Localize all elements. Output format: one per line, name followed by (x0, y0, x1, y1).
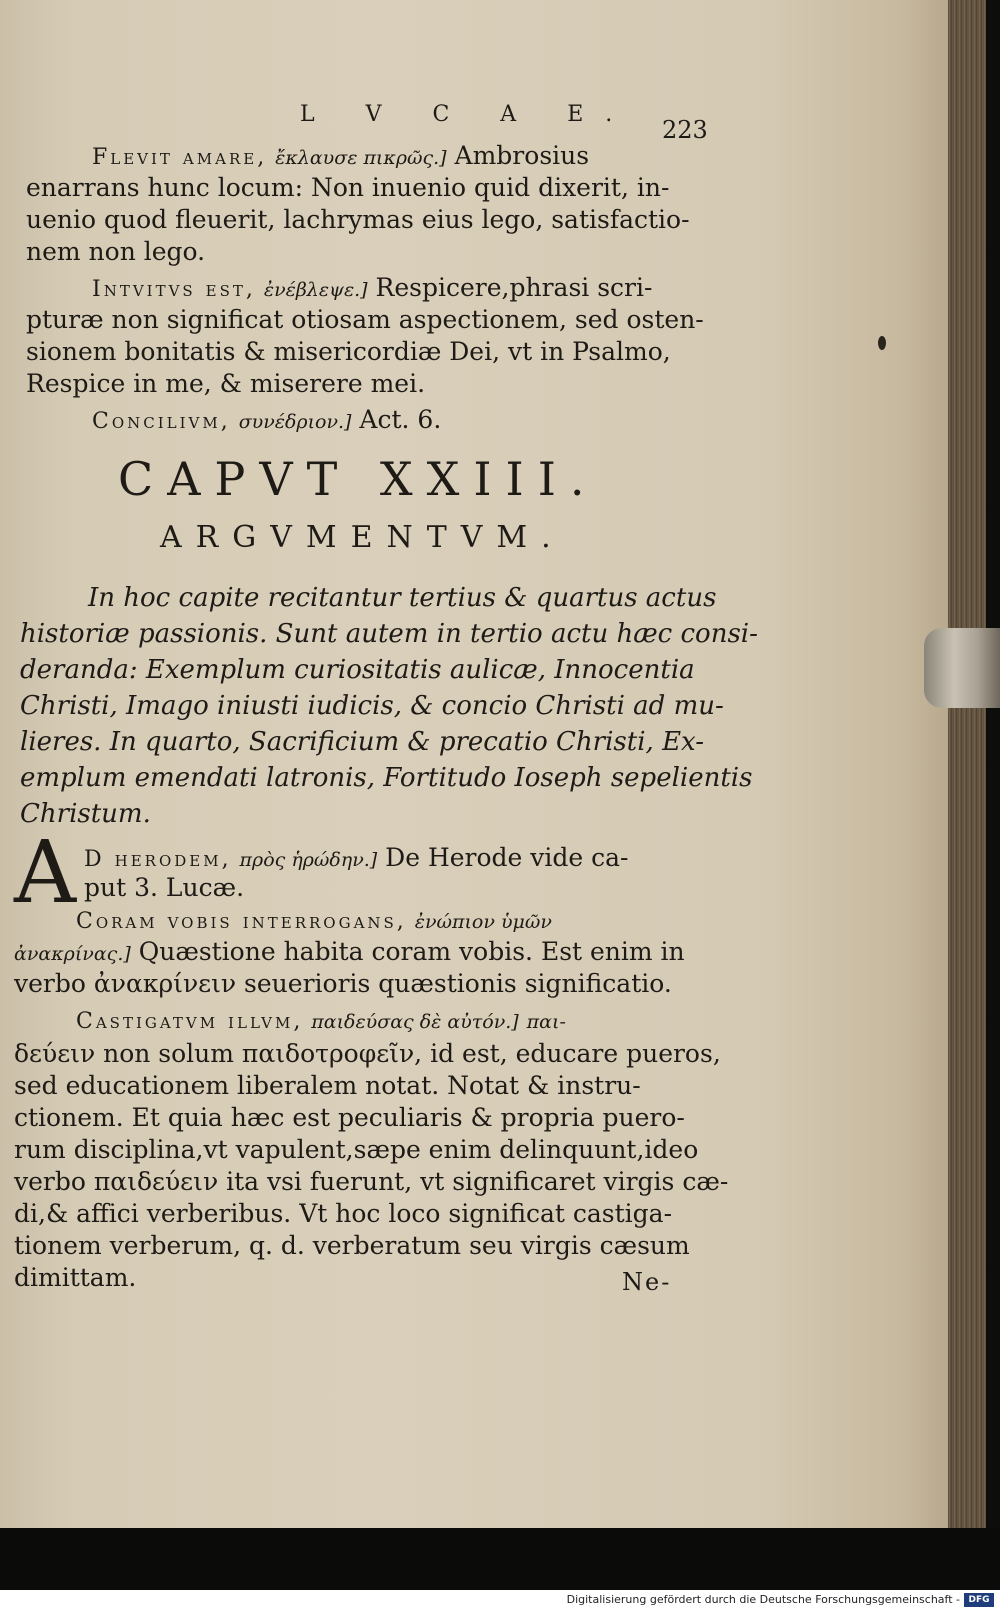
text-line (76, 904, 552, 938)
drop-cap: A (14, 823, 77, 923)
text-line (26, 204, 690, 236)
greek-text: παι- (526, 1011, 566, 1033)
lemma: Castigatvm illvm, (76, 1009, 304, 1034)
body-text: sionem bonitatis & misericordiæ Dei, vt in Psalmo, (26, 337, 671, 366)
argument-line: deranda: Exemplum curiositatis aulicæ, Innocentia (20, 655, 695, 685)
greek-text: συνέδριον.] (238, 411, 352, 433)
text-line (26, 236, 205, 268)
body-text: enarrans hunc locum: Non inuenio quid dixerit, in- (26, 173, 670, 202)
lemma: Concilivm, (92, 409, 231, 434)
footer-bar (0, 1590, 1000, 1610)
body-text: ctionem. Et quia hæc est peculiaris & propria puero- (14, 1103, 685, 1132)
text-line (14, 1134, 698, 1166)
scan-background (0, 1528, 1000, 1590)
body-text: Respicere,phrasi scri- (375, 273, 653, 302)
argument-line: Christum. (20, 799, 151, 829)
text-line (26, 304, 704, 336)
lemma: Coram vobis interrogans, (76, 909, 407, 934)
greek-text: ἀνακρίνας.] (14, 943, 131, 965)
text-line (14, 1262, 136, 1294)
page-clip (924, 628, 1000, 708)
argument-line: lieres. In quarto, Sacrificium & precatio Christi, Ex- (20, 727, 705, 757)
body-text: di,& affici verberibus. Vt hoc loco significat castiga- (14, 1199, 673, 1228)
running-head: L V C A E. (300, 102, 635, 127)
body-text: dimittam. (14, 1263, 137, 1292)
argument-line: In hoc capite recitantur tertius & quartus actus (88, 583, 717, 613)
body-text: verbo ἀνακρίνειν seuerioris quæstionis significatio. (14, 969, 672, 998)
body-text: δεύειν non solum παιδοτροφεῖν, id est, educare pueros, (14, 1039, 721, 1068)
lemma: Flevit amare, (92, 145, 268, 170)
text-line (92, 140, 589, 174)
lemma: Intvitvs est, (92, 277, 256, 302)
text-line (14, 1102, 685, 1134)
text-line (14, 968, 672, 1000)
body-text: tionem verberum, q. d. verberatum seu virgis cæsum (14, 1231, 690, 1260)
body-text: sed educationem liberalem notat. Notat & instru- (14, 1071, 641, 1100)
body-text: nem non lego. (26, 237, 206, 266)
body-text: verbo παιδεύειν ita vsi fuerunt, vt significaret virgis cæ- (14, 1167, 729, 1196)
text-line (92, 404, 441, 438)
text-line (14, 1166, 728, 1198)
body-text: pturæ non significat otiosam aspectionem, sed osten- (26, 305, 704, 334)
dfg-logo: DFG (964, 1593, 994, 1607)
text-line (14, 1198, 672, 1230)
lemma: D herodem, (84, 847, 232, 872)
chapter-title: CAPVT XXIII. (118, 452, 599, 506)
greek-text: ἔκλαυσε πικρῶς.] (275, 147, 447, 169)
text-line (26, 368, 425, 400)
body-text: rum disciplina,vt vapulent,sæpe enim delinquunt,ideo (14, 1135, 699, 1164)
greek-text: ἐνέβλεψε.] (263, 279, 368, 301)
text-line (26, 172, 669, 204)
text-line (14, 1070, 641, 1102)
text-line (14, 936, 685, 970)
argument-heading: ARGVMENTVM. (160, 520, 565, 555)
text-line (84, 842, 629, 876)
body-text: De Herode vide ca- (385, 843, 629, 872)
text-line (76, 1004, 566, 1038)
argument-line: emplum emendati latronis, Fortitudo Ioseph sepelientis (20, 763, 753, 793)
greek-text: πρὸς ἡρώδην.] (239, 849, 378, 871)
catchword: Ne- (622, 1268, 672, 1296)
greek-text: ἐνώπιον ὑμῶν (414, 911, 552, 933)
body-text: Quæstione habita coram vobis. Est enim in (138, 937, 685, 966)
book-page-edge (948, 0, 986, 1528)
page-number: 223 (662, 116, 708, 144)
body-text: Act. 6. (359, 405, 442, 434)
text-line (84, 872, 244, 904)
body-text: Respice in me, & miserere mei. (26, 369, 426, 398)
argument-line: Christi, Imago iniusti iudicis, & concio Christi ad mu- (20, 691, 724, 721)
body-text: Ambrosius (454, 141, 590, 170)
text-line (92, 272, 652, 306)
text-line (14, 1230, 690, 1262)
greek-text: παιδεύσας δὲ αὐτόν.] (311, 1011, 519, 1033)
ink-blot (878, 336, 886, 350)
text-line (26, 336, 671, 368)
argument-line: historiæ passionis. Sunt autem in tertio actu hæc consi- (20, 619, 758, 649)
text-line (14, 1038, 721, 1070)
body-text: uenio quod fleuerit, lachrymas eius lego, satisfactio- (26, 205, 690, 234)
body-text: put 3. Lucæ. (84, 873, 245, 902)
funding-notice: Digitalisierung gefördert durch die Deutsche Forschungsgemeinschaft - (566, 1593, 960, 1606)
